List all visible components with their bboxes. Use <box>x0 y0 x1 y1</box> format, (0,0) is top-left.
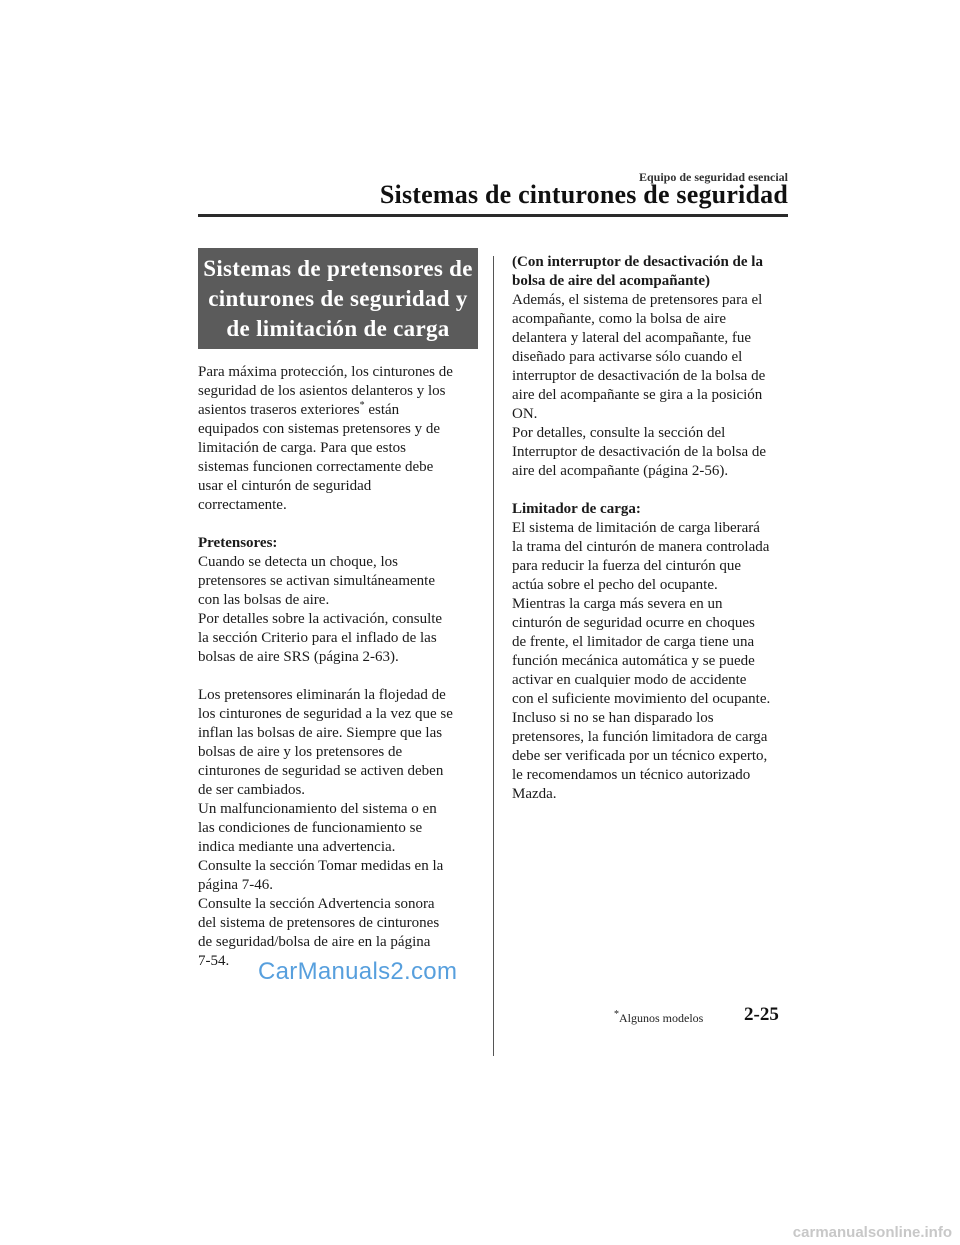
passenger-switch-paragraph <box>512 253 794 481</box>
text-line: ON. <box>512 406 538 422</box>
pretensores-heading: Pretensores: <box>198 535 278 551</box>
text-line: seguridad de los asientos delanteros y los <box>198 383 446 399</box>
text-line: limitación de carga. Para que estos <box>198 440 406 456</box>
text-line: con el suficiente movimiento del ocupante. <box>512 691 771 707</box>
text-fragment: asientos traseros exteriores <box>198 402 360 418</box>
text-line: activar en cualquier modo de accidente <box>512 672 747 688</box>
text-line: del sistema de pretensores de cinturones <box>198 915 440 931</box>
text-line: actúa sobre el pecho del ocupante. <box>512 577 718 593</box>
text-line: diseñado para activarse sólo cuando el <box>512 349 743 365</box>
text-fragment: están <box>364 402 400 418</box>
footnote-star: * <box>614 1009 619 1020</box>
text-line: inflan las bolsas de aire. Siempre que las <box>198 725 443 741</box>
text-line: Interruptor de desactivación de la bolsa de <box>512 444 767 460</box>
text-line: le recomendamos un técnico autorizado <box>512 767 751 783</box>
header-section-label: Equipo de seguridad esencial <box>638 170 788 184</box>
text-line: función mecánica automática y se puede <box>512 653 755 669</box>
text-line: las condiciones de funcionamiento se <box>198 820 423 836</box>
text-line: Además, el sistema de pretensores para el <box>512 292 763 308</box>
text-line: cinturones de seguridad se activen deben <box>198 763 444 779</box>
limitador-heading: Limitador de carga: <box>512 501 641 517</box>
text-line: bolsas de aire SRS (página 2-63). <box>198 649 399 665</box>
text-line: de ser cambiados. <box>198 782 306 798</box>
text-line: Consulte la sección Advertencia sonora <box>198 896 435 912</box>
header-rule <box>198 214 788 217</box>
passenger-switch-heading: (Con interruptor de desactivación de la <box>512 254 763 270</box>
text-line: con las bolsas de aire. <box>198 592 330 608</box>
left-column <box>198 248 478 990</box>
text-line: 7-54. <box>198 953 230 969</box>
text-line: los cinturones de seguridad a la vez que se <box>198 706 453 722</box>
right-column <box>512 253 794 823</box>
site-watermark: carmanualsonline.info <box>792 1224 952 1241</box>
text-line: bolsas de aire y los pretensores de <box>198 744 403 760</box>
intro-paragraph <box>198 363 478 515</box>
footnote-text: Algunos modelos <box>619 1011 704 1025</box>
footnote-models <box>614 1009 703 1026</box>
text-line: cinturón de seguridad ocurre en choques <box>512 615 755 631</box>
text-line: El sistema de limitación de carga liberará <box>512 520 760 536</box>
text-line: Por detalles, consulte la sección del <box>512 425 726 441</box>
text-line: Por detalles sobre la activación, consulte <box>198 611 443 627</box>
text-line: delantera y lateral del acompañante, fue <box>512 330 752 346</box>
text-line: correctamente. <box>198 497 287 513</box>
column-divider <box>493 256 494 1056</box>
text-line: aire del acompañante (página 2-56). <box>512 463 729 479</box>
text-line: de seguridad/bolsa de aire en la página <box>198 934 431 950</box>
text-line: la trama del cinturón de manera controlada <box>512 539 770 555</box>
text-line: pretensores, la función limitadora de carga <box>512 729 768 745</box>
text-line: Cuando se detecta un choque, los <box>198 554 398 570</box>
text-line: Consulte la sección Tomar medidas en la <box>198 858 444 874</box>
page-number: 2-25 <box>744 1004 779 1025</box>
text-line: aire del acompañante se gira a la posición <box>512 387 763 403</box>
text-line: Un malfuncionamiento del sistema o en <box>198 801 437 817</box>
carmanuals-watermark: CarManuals2.com <box>258 958 458 985</box>
pretensores-paragraph <box>198 534 478 667</box>
pretensores-detail-paragraph <box>198 686 478 971</box>
text-line: debe ser verificada por un técnico experto, <box>512 748 768 764</box>
text-line: página 7-46. <box>198 877 273 893</box>
section-title-line: Sistemas de pretensores de <box>203 256 473 281</box>
text-line: de frente, el limitador de carga tiene una <box>512 634 755 650</box>
passenger-switch-heading: bolsa de aire del acompañante) <box>512 273 711 289</box>
text-line: usar el cinturón de seguridad <box>198 478 372 494</box>
text-line: Mazda. <box>512 786 557 802</box>
text-line: Para máxima protección, los cinturones de <box>198 364 453 380</box>
text-line: Los pretensores eliminarán la flojedad de <box>198 687 446 703</box>
text-line: sistemas funcionen correctamente debe <box>198 459 434 475</box>
text-line: indica mediante una advertencia. <box>198 839 396 855</box>
text-line <box>198 401 478 420</box>
text-line: Mientras la carga más severa en un <box>512 596 723 612</box>
text-line: para reducir la fuerza del cinturón que <box>512 558 742 574</box>
text-line: equipados con sistemas pretensores y de <box>198 421 441 437</box>
footnote-star: * <box>359 400 365 411</box>
text-line: interruptor de desactivación de la bolsa de <box>512 368 766 384</box>
section-title-line: cinturones de seguridad y <box>208 286 468 311</box>
text-line: pretensores se activan simultáneamente <box>198 573 435 589</box>
section-title-line: de limitación de carga <box>226 316 450 341</box>
text-line: Incluso si no se han disparado los <box>512 710 714 726</box>
limitador-paragraph <box>512 500 794 804</box>
text-line: acompañante, como la bolsa de aire <box>512 311 727 327</box>
page-header-title: Sistemas de cinturones de seguridad <box>379 180 788 209</box>
section-title-box <box>198 248 478 349</box>
text-line: la sección Criterio para el inflado de las <box>198 630 437 646</box>
